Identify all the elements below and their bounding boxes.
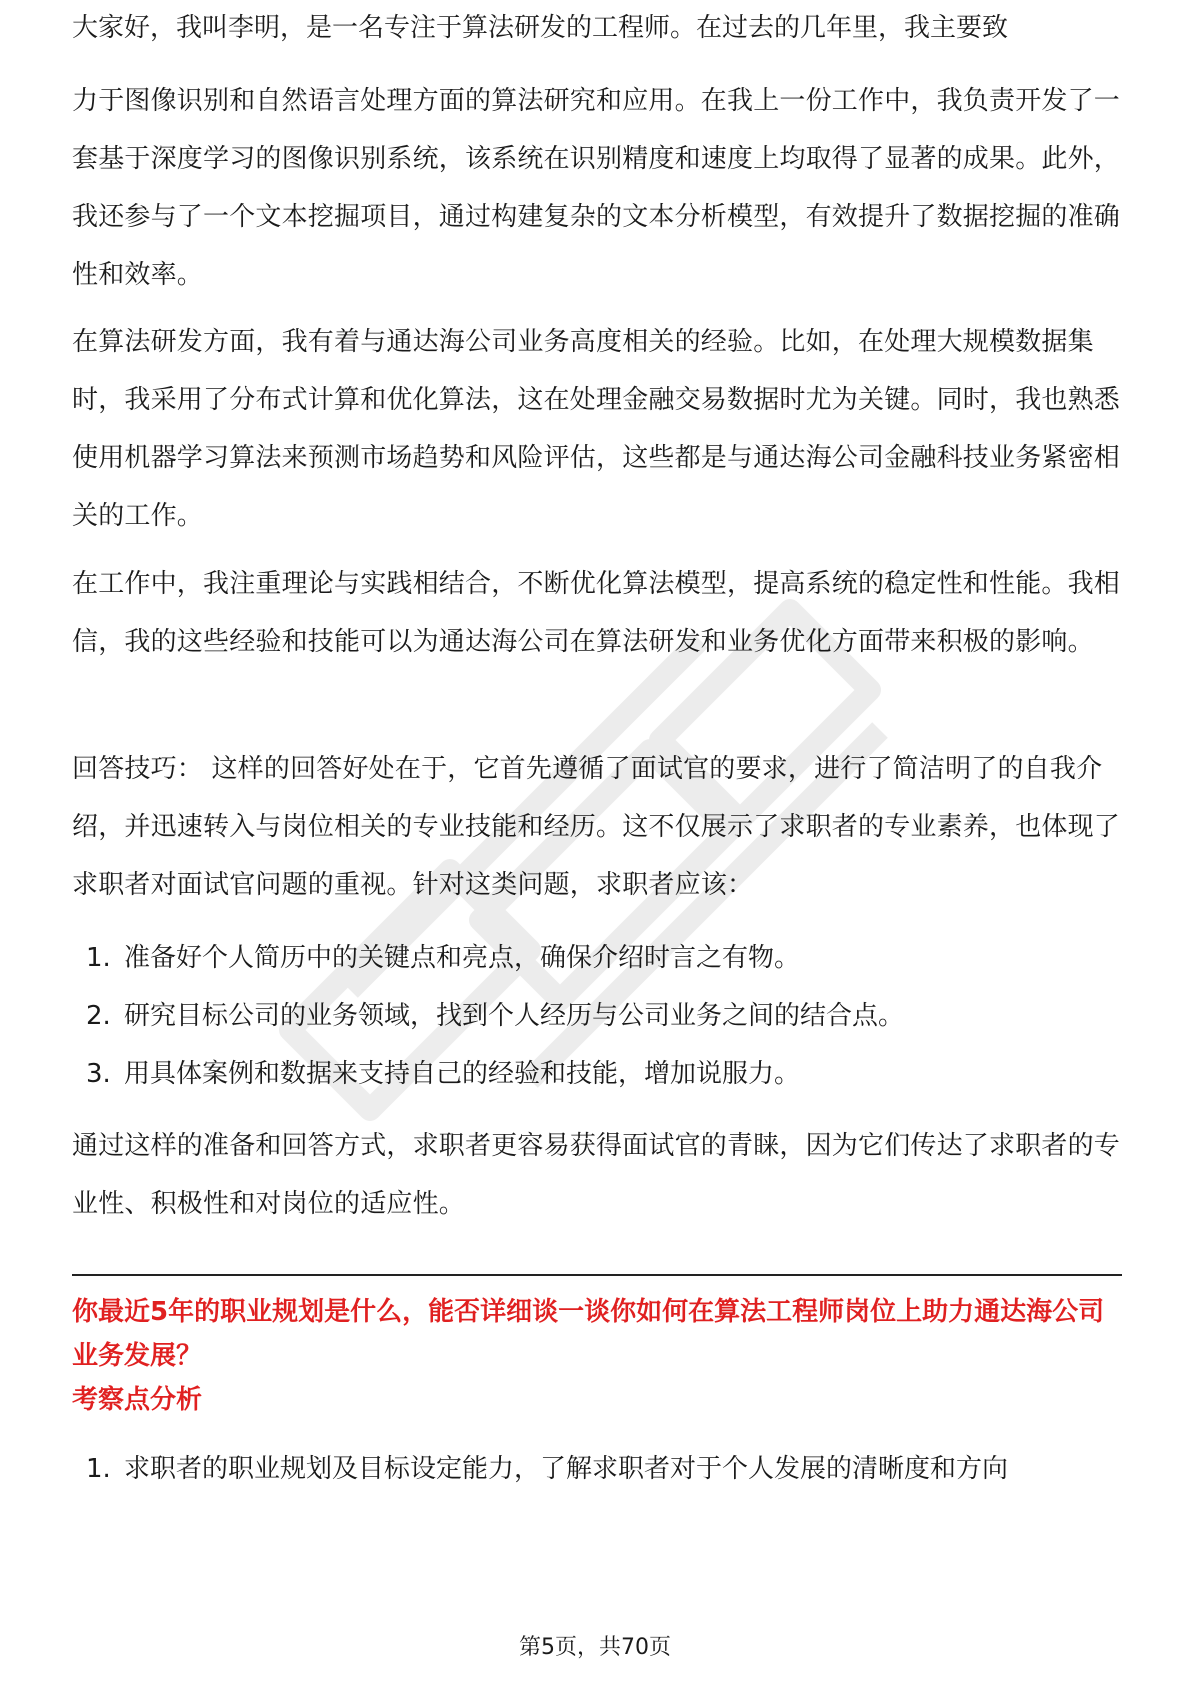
list-item-text: 用具体案例和数据来支持自己的经验和技能，增加说服力。 [124,1059,801,1089]
list-item-number: 2. [86,1001,111,1031]
analysis-list [72,1440,1122,1498]
list-item-text: 研究目标公司的业务领域，找到个人经历与公司业务之间的结合点。 [124,1001,905,1031]
list-item-text: 准备好个人简历中的关键点和亮点，确保介绍时言之有物。 [124,943,801,973]
practice-paragraph: 在工作中，我注重理论与实践相结合，不断优化算法模型，提高系统的稳定性和性能。我相信，我的这些经验和技能可以为通达海公司在算法研发和业务优化方面带来积极的影响。 [72,569,1121,657]
answer-tips-paragraph: 回答技巧： 这样的回答好处在于，它首先遵循了面试官的要求，进行了简洁明了的自我介绍，并迅速转入与岗位相关的专业技能和经历。这不仅展示了求职者的专业素养，也体现了求职者对面试官问题的重视。针对这类问题，求职者应该： [72,754,1121,900]
closing-paragraph: 通过这样的准备和回答方式，求职者更容易获得面试官的青睐，因为它们传达了求职者的专业性、积极性和对岗位的适应性。 [72,1131,1121,1219]
list-item [72,929,1122,987]
cut-off-top-text: 大家好，我叫李明，是一名专注于算法研发的工程师。在过去的几年里，我主要致 [72,13,1009,43]
list-item [72,1045,1122,1103]
section-divider [72,1274,1122,1276]
list-item [72,1440,1122,1498]
experience-paragraph: 在算法研发方面，我有着与通达海公司业务高度相关的经验。比如，在处理大规模数据集时，我采用了分布式计算和优化算法，这在处理金融交易数据时尤为关键。同时，我也熟悉使用机器学习算法来预测市场趋势和风险评估，这些都是与通达海公司金融科技业务紧密相关的工作。 [72,327,1121,531]
list-item-number: 3. [86,1059,111,1089]
tips-list [72,929,1122,1103]
next-question-title: 你最近5年的职业规划是什么，能否详细谈一谈你如何在算法工程师岗位上助力通达海公司业务发展？ [72,1297,1105,1371]
cut-off-top-line [72,13,1122,58]
intro-paragraph-continued: 力于图像识别和自然语言处理方面的算法研究和应用。在我上一份工作中，我负责开发了一套基于深度学习的图像识别系统，该系统在识别精度和速度上均取得了显著的成果。此外，我还参与了一个文本挖掘项目，通过构建复杂的文本分析模型，有效提升了数据挖掘的准确性和效率。 [72,86,1121,290]
list-item [72,987,1122,1045]
list-item-number: 1. [86,1454,111,1484]
page-footer: 第5页，共70页 [519,1635,671,1660]
list-item-text: 求职者的职业规划及目标设定能力，了解求职者对于个人发展的清晰度和方向 [124,1454,1009,1484]
list-item-number: 1. [86,943,111,973]
analysis-heading: 考察点分析 [72,1385,203,1415]
